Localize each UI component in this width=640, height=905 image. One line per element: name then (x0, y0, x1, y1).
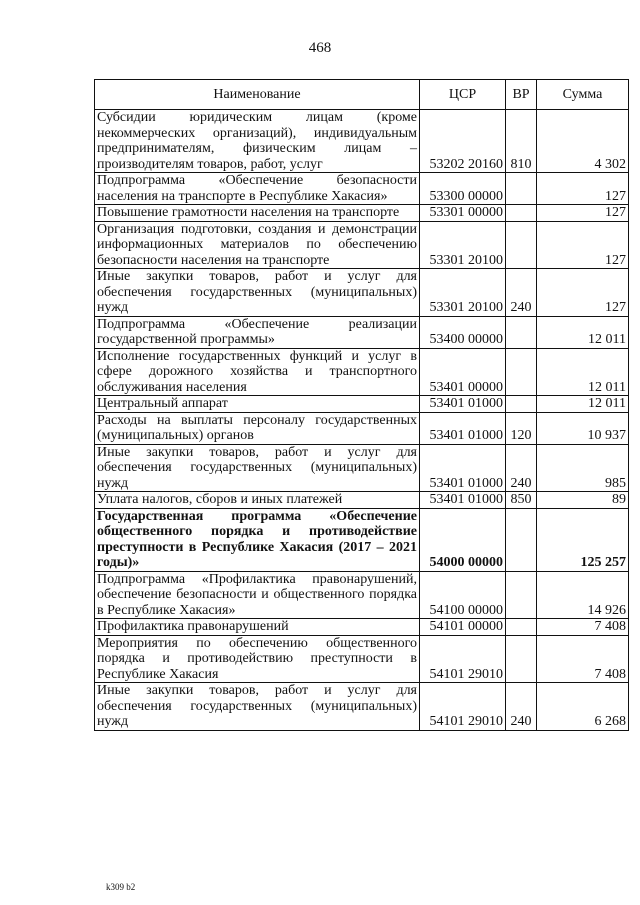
table-row (95, 316, 629, 348)
table-row (95, 348, 629, 396)
row-csr: 54100 00000 (420, 571, 506, 619)
row-csr: 54101 29010 (420, 683, 506, 731)
row-name: Подпрограмма «Профилактика правонарушений, обеспечение безопасности и общественного порядка в Республике Хакасия» (95, 571, 420, 619)
row-sum: 127 (537, 205, 629, 222)
table-row (95, 269, 629, 317)
table-row (95, 412, 629, 444)
table-row (95, 492, 629, 509)
row-name: Подпрограмма «Обеспечение безопасности населения на транспорте в Республике Хакасия» (95, 173, 420, 205)
row-csr: 53301 20100 (420, 269, 506, 317)
row-csr: 53401 01000 (420, 444, 506, 492)
table-body (95, 110, 629, 731)
row-csr: 53400 00000 (420, 316, 506, 348)
row-vr (506, 205, 537, 222)
row-sum: 14 926 (537, 571, 629, 619)
row-sum: 127 (537, 269, 629, 317)
row-sum: 985 (537, 444, 629, 492)
row-vr (506, 173, 537, 205)
row-vr: 850 (506, 492, 537, 509)
table-row (95, 205, 629, 222)
row-csr: 54101 29010 (420, 635, 506, 683)
table-row (95, 110, 629, 173)
row-sum: 125 257 (537, 508, 629, 571)
page-number: 468 (308, 40, 332, 56)
row-sum: 89 (537, 492, 629, 509)
row-name: Повышение грамотности населения на транспорте (95, 205, 420, 222)
row-name: Исполнение государственных функций и услуг в сфере дорожного хозяйства и транспортного обслуживания населения (95, 348, 420, 396)
table-header-row (95, 80, 629, 110)
row-sum: 12 011 (537, 396, 629, 413)
row-csr: 53300 00000 (420, 173, 506, 205)
row-csr: 53401 01000 (420, 396, 506, 413)
table-row (95, 508, 629, 571)
table-row (95, 173, 629, 205)
row-vr (506, 635, 537, 683)
table-row (95, 683, 629, 731)
row-vr (506, 396, 537, 413)
row-sum: 7 408 (537, 635, 629, 683)
row-sum: 4 302 (537, 110, 629, 173)
row-name: Уплата налогов, сборов и иных платежей (95, 492, 420, 509)
row-name: Подпрограмма «Обеспечение реализации государственной программы» (95, 316, 420, 348)
row-csr: 53301 00000 (420, 205, 506, 222)
row-vr: 240 (506, 683, 537, 731)
row-csr: 54101 00000 (420, 619, 506, 636)
header-name: Наименование (95, 80, 420, 110)
row-vr (506, 571, 537, 619)
row-csr: 53301 20100 (420, 221, 506, 269)
row-sum: 6 268 (537, 683, 629, 731)
row-csr: 53401 00000 (420, 348, 506, 396)
row-sum: 12 011 (537, 348, 629, 396)
footer-code: k309 b2 (106, 882, 136, 892)
row-vr (506, 316, 537, 348)
row-vr: 120 (506, 412, 537, 444)
row-sum: 12 011 (537, 316, 629, 348)
row-csr: 53401 01000 (420, 412, 506, 444)
row-vr (506, 619, 537, 636)
row-name: Иные закупки товаров, работ и услуг для обеспечения государственных (муниципальных) нужд (95, 269, 420, 317)
table-row (95, 571, 629, 619)
row-name: Мероприятия по обеспечению общественного порядка и противодействию преступности в Республике Хакасия (95, 635, 420, 683)
row-sum: 7 408 (537, 619, 629, 636)
row-vr: 810 (506, 110, 537, 173)
row-name: Иные закупки товаров, работ и услуг для обеспечения государственных (муниципальных) нужд (95, 683, 420, 731)
row-csr: 53202 20160 (420, 110, 506, 173)
row-vr: 240 (506, 444, 537, 492)
row-sum: 127 (537, 221, 629, 269)
budget-table (94, 79, 629, 731)
row-vr (506, 508, 537, 571)
row-name: Профилактика правонарушений (95, 619, 420, 636)
row-sum: 10 937 (537, 412, 629, 444)
header-sum: Сумма (537, 80, 629, 110)
row-name: Иные закупки товаров, работ и услуг для обеспечения государственных (муниципальных) нужд (95, 444, 420, 492)
row-name: Расходы на выплаты персоналу государственных (муниципальных) органов (95, 412, 420, 444)
row-name: Организация подготовки, создания и демонстрации информационных материалов по обеспечению безопасности населения на транспорте (95, 221, 420, 269)
table-row (95, 396, 629, 413)
row-vr (506, 221, 537, 269)
header-vr: ВР (506, 80, 537, 110)
row-name: Государственная программа «Обеспечение общественного порядка и противодействие преступности в Республике Хакасия (2017 – 2021 годы)» (95, 508, 420, 571)
row-name: Центральный аппарат (95, 396, 420, 413)
table-row (95, 221, 629, 269)
row-vr: 240 (506, 269, 537, 317)
row-csr: 54000 00000 (420, 508, 506, 571)
header-csr: ЦСР (420, 80, 506, 110)
row-csr: 53401 01000 (420, 492, 506, 509)
table-row (95, 444, 629, 492)
row-vr (506, 348, 537, 396)
row-name: Субсидии юридическим лицам (кроме некоммерческих организаций), индивидуальным предпринимателям, физическим лицам – производителям товаров, работ, услуг (95, 110, 420, 173)
table-row (95, 619, 629, 636)
row-sum: 127 (537, 173, 629, 205)
table-row (95, 635, 629, 683)
